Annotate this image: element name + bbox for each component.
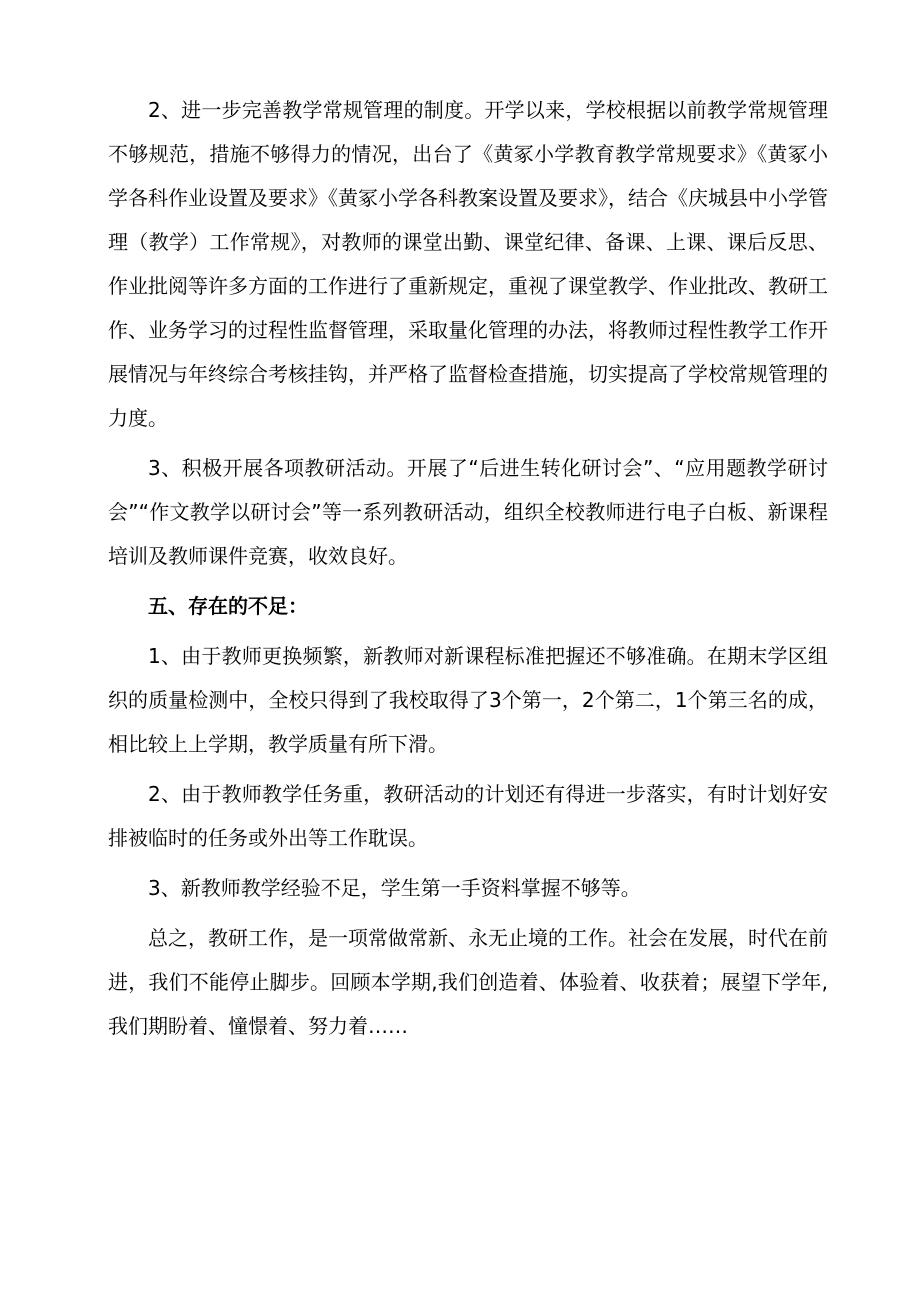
paragraph-teaching-routine: 2、进一步完善教学常规管理的制度。开学以来，学校根据以前教学常规管理不够规范，措施不够得力的情况，出台了《黄冢小学教育教学常规要求》《黄冢小学各科作业设置及要求》《黄冢小学各科教案设置及要求》，结合《庆城县中小学管理（教学）工作常规》，对教师的课堂出勤、课堂纪律、备课、上课、课后反思、作业批阅等许多方面的工作进行了重新规定，重视了课堂教学、作业批改、教研工作、业务学习的过程性监督管理，采取量化管理的办法，将教师过程性教学工作开展情况与年终综合考核挂钩，并严格了监督检查措施，切实提高了学校常规管理的力度。 — [108, 98, 828, 430]
shortcoming-item: 1、由于教师更换频繁，新教师对新课程标准把握还不够准确。在期末学区组织的质量检测中，全校只得到了我校取得了3个第一，2个第二，1个第三名的成，相比较上上学期，教学质量有所下滑。 — [108, 644, 828, 756]
paragraph-conclusion: 总之，教研工作，是一项常做常新、永无止境的工作。社会在发展，时代在前进，我们不能停止脚步。回顾本学期,我们创造着、体验着、收获着；展望下学年,我们期盼着、憧憬着、努力着…… — [108, 926, 828, 1038]
paragraph-research-activities: 3、积极开展各项教研活动。开展了“后进生转化研讨会”、“应用题教学研讨会”“作文教学以研讨会”等一系列教研活动，组织全校教师进行电子白板、新课程培训及教师课件竞赛，收效良好。 — [108, 456, 828, 568]
document-body — [108, 88, 828, 1054]
shortcoming-item: 2、由于教师教学任务重，教研活动的计划还有得进一步落实，有时计划好安排被临时的任务或外出等工作耽误。 — [108, 782, 828, 850]
shortcoming-item: 3、新教师教学经验不足，学生第一手资料掌握不够等。 — [148, 876, 641, 900]
section-heading-shortcomings: 五、存在的不足： — [148, 594, 308, 618]
